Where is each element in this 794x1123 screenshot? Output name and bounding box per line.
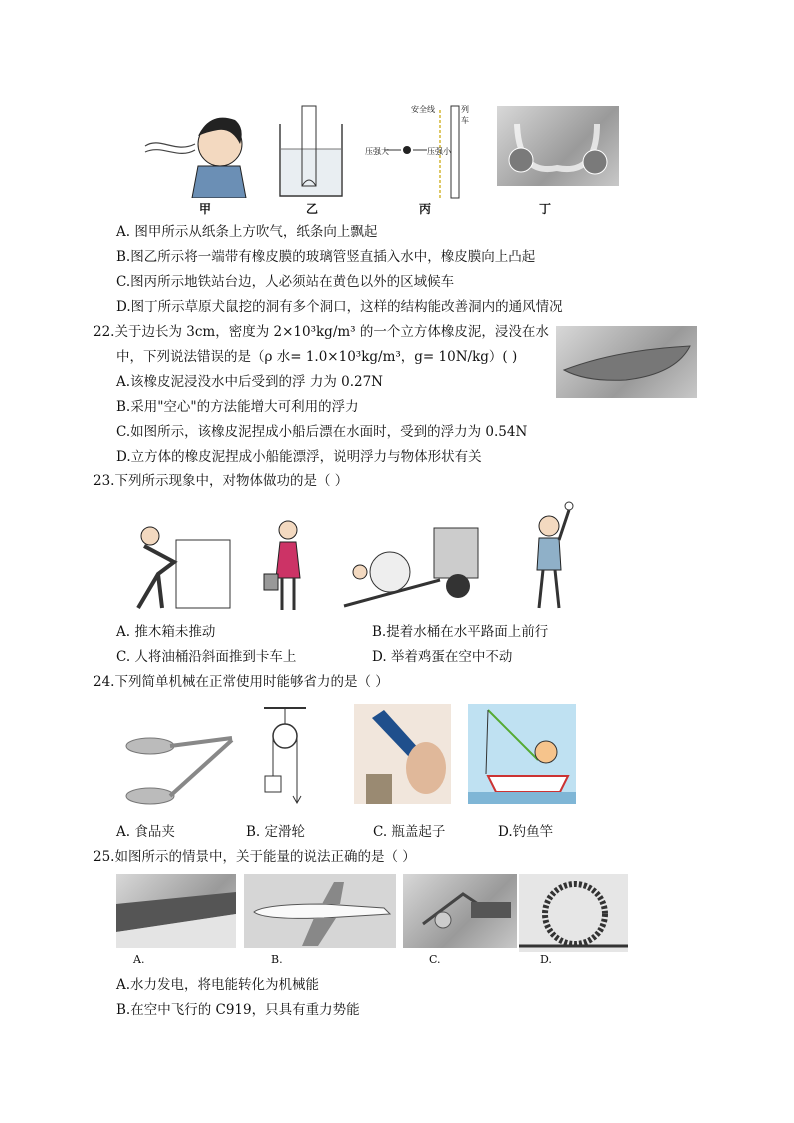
figure-a-hydropower-dam [116,874,236,948]
figure-push-drum-truck [340,522,486,612]
q22-stem-line2: 中，下列说法错误的是（ρ 水= 1.0×10³kg/m³，g= 10N/kg）( ) [116,349,518,365]
q23-option-c: C. 人将油桶沿斜面推到卡车上 [116,649,297,665]
q25-option-b: B.在空中飞行的 C919，只具有重力势能 [116,1002,360,1018]
figure-c-archery [403,874,517,948]
q25-option-a: A.水力发电，将电能转化为机械能 [116,977,320,993]
q23-option-d: D. 举着鸡蛋在空中不动 [372,649,513,665]
figure-carry-bucket [262,518,312,614]
q25-stem: 25.如图所示的情景中，关于能量的说法正确的是（ ） [93,849,416,865]
figure-yi-beaker [272,104,352,200]
figure-fixed-pulley [260,706,310,806]
q22-option-b: B.采用"空心"的方法能增大可利用的浮力 [116,399,359,415]
q24-option-b: B. 定滑轮 [246,824,306,840]
figure-food-tongs [120,712,240,812]
q22-option-a: A.该橡皮泥浸没水中后受到的浮 力为 0.27N [116,374,383,390]
q24-option-c: C. 瓶盖起子 [373,824,446,840]
caption-jia: 甲 [198,202,211,216]
q25-label-c: C. [429,953,441,966]
q25-label-a: A. [133,953,145,966]
caption-ding: 丁 [538,202,551,216]
label-pressure-low: 压强小 [427,147,451,156]
figure-bing-subway-platform [365,104,475,200]
q22-option-d: D.立方体的橡皮泥捏成小船能漂浮，说明浮力与物体形状有关 [116,449,482,465]
label-train: 列车 [461,105,469,125]
q22-stem-line1: 22.关于边长为 3cm，密度为 2×10³kg/m³ 的一个立方体橡皮泥，浸没在水 [93,324,549,340]
q23-option-a: A. 推木箱未推动 [116,624,216,640]
figure-bottle-opener [354,704,451,804]
q21-option-c: C.图丙所示地铁站台边，人必须站在黄色以外的区域候车 [116,274,455,290]
figure-ding-burrow [497,106,619,186]
caption-yi: 乙 [305,202,318,216]
label-safety-line: 安全线 [411,105,435,114]
q21-option-b: B.图乙所示将一端带有橡皮膜的玻璃管竖直插入水中，橡皮膜向上凸起 [116,249,536,265]
q24-option-d: D.钓鱼竿 [498,824,554,840]
q21-option-d: D.图丁所示草原犬鼠挖的洞有多个洞口，这样的结构能改善洞内的通风情况 [116,299,563,315]
q24-option-a: A. 食品夹 [116,824,175,840]
q23-option-b: B.提着水桶在水平路面上前行 [372,624,549,640]
q25-label-b: B. [271,953,283,966]
figure-hold-egg [525,500,575,614]
q22-option-c: C.如图所示，该橡皮泥捏成小船后漂在水面时，受到的浮力为 0.54N [116,424,528,440]
figure-clay-boat [556,326,697,398]
q25-label-d: D. [540,953,552,966]
figure-fishing-rod [468,704,576,804]
figure-jia-boy-blowing [140,106,250,198]
q23-stem: 23.下列所示现象中，对物体做功的是（ ） [93,473,349,489]
label-pressure-high: 压强大 [365,147,389,156]
caption-bing: 丙 [418,202,431,216]
q21-option-a: A. 图甲所示从纸条上方吹气，纸条向上飘起 [116,224,378,240]
q24-stem: 24.下列简单机械在正常使用时能够省力的是（ ） [93,674,389,690]
figure-push-box [118,522,233,612]
figure-b-plane [244,874,396,948]
figure-d-roller-coaster [519,874,628,952]
